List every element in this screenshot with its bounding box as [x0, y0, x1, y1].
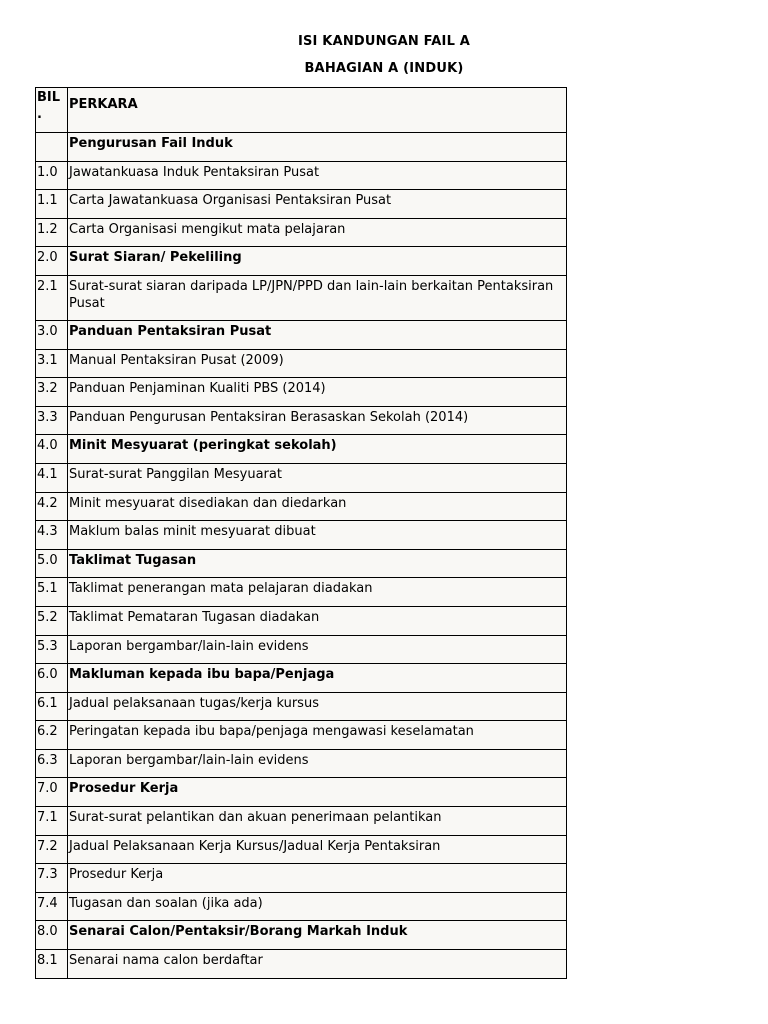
row-perkara: Surat-surat siaran daripada LP/JPN/PPD dan lain-lain berkaitan Pentaksiran Pusat [68, 275, 567, 320]
table-header-row [36, 88, 567, 133]
row-bil: 1.0 [36, 161, 68, 190]
document-subtitle: BAHAGIAN A (INDUK) [304, 61, 464, 76]
table-row [36, 492, 567, 521]
row-bil: 6.1 [36, 692, 68, 721]
row-bil: 3.1 [36, 349, 68, 378]
section-heading: Makluman kepada ibu bapa/Penjaga [68, 664, 567, 693]
row-bil: 7.0 [36, 778, 68, 807]
row-bil: 2.1 [36, 275, 68, 320]
table-row [36, 807, 567, 836]
row-perkara: Jadual Pelaksanaan Kerja Kursus/Jadual Kerja Pentaksiran [68, 835, 567, 864]
table-row [36, 190, 567, 219]
row-bil: 4.3 [36, 521, 68, 550]
table-row [36, 275, 567, 320]
section-heading: Minit Mesyuarat (peringkat sekolah) [68, 435, 567, 464]
row-bil: 3.2 [36, 378, 68, 407]
contents-table-body [36, 88, 567, 979]
section-heading: Surat Siaran/ Pekeliling [68, 247, 567, 276]
table-row [36, 692, 567, 721]
table-row [36, 349, 567, 378]
row-bil: 3.0 [36, 320, 68, 349]
row-bil: 5.0 [36, 549, 68, 578]
row-bil: 8.0 [36, 921, 68, 950]
table-row [36, 378, 567, 407]
header-perkara: PERKARA [68, 88, 567, 133]
table-row [36, 521, 567, 550]
table-row [36, 778, 567, 807]
row-bil: 4.1 [36, 463, 68, 492]
table-row [36, 921, 567, 950]
table-row [36, 721, 567, 750]
row-perkara: Manual Pentaksiran Pusat (2009) [68, 349, 567, 378]
table-row [36, 864, 567, 893]
section-heading: Pengurusan Fail Induk [68, 133, 567, 162]
row-bil: 7.2 [36, 835, 68, 864]
table-row [36, 406, 567, 435]
table-row [36, 320, 567, 349]
header-bil: BIL . [36, 88, 68, 133]
table-row [36, 892, 567, 921]
row-bil: 3.3 [36, 406, 68, 435]
table-row [36, 463, 567, 492]
row-bil: 6.3 [36, 749, 68, 778]
row-perkara: Surat-surat pelantikan dan akuan penerimaan pelantikan [68, 807, 567, 836]
row-perkara: Laporan bergambar/lain-lain evidens [68, 749, 567, 778]
table-row [36, 218, 567, 247]
row-bil: 1.2 [36, 218, 68, 247]
row-bil [36, 133, 68, 162]
row-bil: 6.2 [36, 721, 68, 750]
row-perkara: Laporan bergambar/lain-lain evidens [68, 635, 567, 664]
row-bil: 8.1 [36, 950, 68, 979]
row-bil: 7.1 [36, 807, 68, 836]
row-bil: 5.1 [36, 578, 68, 607]
row-bil: 7.3 [36, 864, 68, 893]
table-row [36, 950, 567, 979]
document-title: ISI KANDUNGAN FAIL A [297, 34, 471, 49]
row-perkara: Jawatankuasa Induk Pentaksiran Pusat [68, 161, 567, 190]
table-row [36, 247, 567, 276]
section-heading: Panduan Pentaksiran Pusat [68, 320, 567, 349]
table-row [36, 435, 567, 464]
table-row [36, 835, 567, 864]
row-bil: 5.2 [36, 606, 68, 635]
row-bil: 4.2 [36, 492, 68, 521]
row-perkara: Surat-surat Panggilan Mesyuarat [68, 463, 567, 492]
row-bil: 1.1 [36, 190, 68, 219]
row-bil: 2.0 [36, 247, 68, 276]
section-heading: Taklimat Tugasan [68, 549, 567, 578]
row-perkara: Carta Jawatankuasa Organisasi Pentaksiran Pusat [68, 190, 567, 219]
table-row [36, 161, 567, 190]
row-perkara: Peringatan kepada ibu bapa/penjaga mengawasi keselamatan [68, 721, 567, 750]
row-perkara: Prosedur Kerja [68, 864, 567, 893]
row-perkara: Panduan Pengurusan Pentaksiran Berasaskan Sekolah (2014) [68, 406, 567, 435]
table-row [36, 749, 567, 778]
table-row [36, 549, 567, 578]
row-perkara: Maklum balas minit mesyuarat dibuat [68, 521, 567, 550]
row-bil: 5.3 [36, 635, 68, 664]
row-perkara: Senarai nama calon berdaftar [68, 950, 567, 979]
section-heading: Prosedur Kerja [68, 778, 567, 807]
row-perkara: Taklimat penerangan mata pelajaran diadakan [68, 578, 567, 607]
section-heading: Senarai Calon/Pentaksir/Borang Markah Induk [68, 921, 567, 950]
row-perkara: Jadual pelaksanaan tugas/kerja kursus [68, 692, 567, 721]
row-perkara: Minit mesyuarat disediakan dan diedarkan [68, 492, 567, 521]
row-perkara: Taklimat Pemataran Tugasan diadakan [68, 606, 567, 635]
row-bil: 7.4 [36, 892, 68, 921]
row-bil: 4.0 [36, 435, 68, 464]
table-row [36, 578, 567, 607]
table-row [36, 133, 567, 162]
row-perkara: Carta Organisasi mengikut mata pelajaran [68, 218, 567, 247]
row-bil: 6.0 [36, 664, 68, 693]
row-perkara: Panduan Penjaminan Kualiti PBS (2014) [68, 378, 567, 407]
row-perkara: Tugasan dan soalan (jika ada) [68, 892, 567, 921]
table-row [36, 664, 567, 693]
table-row [36, 606, 567, 635]
table-row [36, 635, 567, 664]
contents-table [35, 87, 567, 979]
